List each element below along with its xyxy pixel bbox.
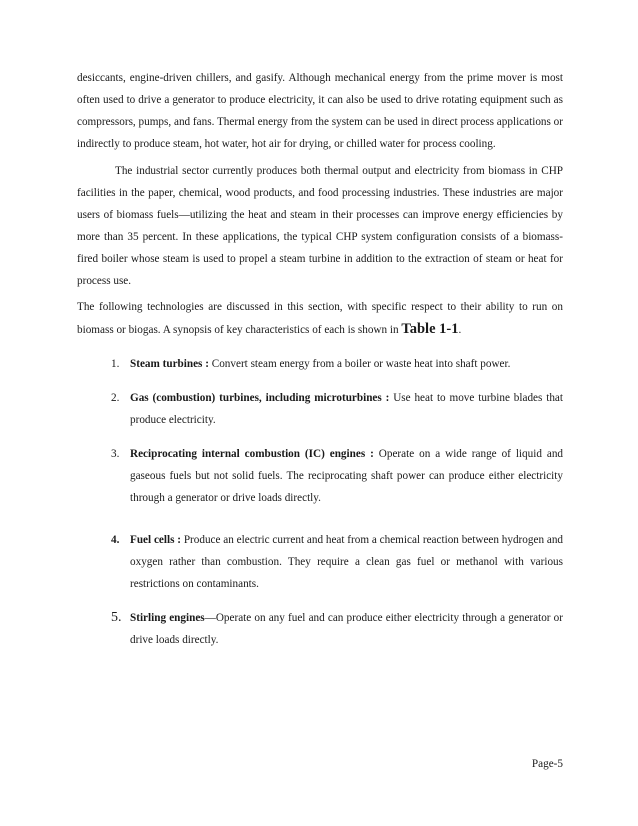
list-number: 2.	[111, 392, 120, 404]
list-number: 5.	[111, 610, 122, 625]
list-number: 3.	[111, 448, 120, 460]
intro-end: .	[458, 324, 462, 336]
technology-description: Produce an electric current and heat from a chemical reaction between hydrogen and oxygen rather than combustion. They require a clean gas fuel or methanol with various restrictions on contaminants.	[130, 534, 564, 590]
technology-description: Operate on a wide range of liquid and gaseous fuels but not solid fuels. The reciprocating shaft power can produce either electricity through a generator or drive loads directly.	[130, 448, 564, 504]
list-number: 4.	[111, 534, 120, 546]
paragraph-industrial-sector: The industrial sector currently produces both thermal output and electricity from biomass in CHP facilities in the paper, chemical, wood products, and food processing industries. These industries are major users of biomass fuels—utilizing the heat and steam in their processes can improve energy efficiencies by more than 35 percent. In these applications, the typical CHP system configuration consists of a biomass-fired boiler whose steam is used to propel a steam turbine in addition to the extraction of steam or heat for process use.	[77, 165, 563, 287]
intro-text: The following technologies are discussed in this section, with specific respect to their ability to run on biomass or biogas. A synopsis of key characteristics of each is shown in	[77, 301, 563, 336]
page-body	[77, 67, 563, 663]
technology-description: Convert steam energy from a boiler or waste heat into shaft power.	[208, 358, 511, 370]
list-number: 1.	[111, 358, 120, 370]
technology-term: Gas (combustion) turbines, including microturbines :	[130, 392, 390, 404]
list-item	[77, 443, 563, 509]
list-item	[77, 607, 563, 651]
list-item	[77, 353, 563, 375]
table-reference: Table 1-1	[401, 321, 459, 337]
paragraph-chp-applications: desiccants, engine-driven chillers, and gasify. Although mechanical energy from the prime mover is most often used to drive a generator to produce electricity, it can also be used to drive rotating equipment such as compressors, pumps, and fans. Thermal energy from the system can be used in direct process applications or indirectly to produce steam, hot water, hot air for drying, or chilled water for process cooling.	[77, 72, 563, 150]
technology-term: Fuel cells :	[130, 534, 181, 546]
technology-list	[77, 353, 563, 651]
technology-term: Reciprocating internal combustion (IC) engines :	[130, 448, 374, 460]
paragraph-technologies-intro	[77, 296, 563, 341]
technology-description: Use heat to move turbine blades that produce electricity.	[130, 392, 563, 426]
technology-term: Steam turbines :	[130, 358, 209, 370]
list-item	[77, 387, 563, 431]
technology-term: Stirling engines	[130, 612, 205, 624]
page-number: Page-5	[531, 758, 563, 770]
technology-description: —Operate on any fuel and can produce either electricity through a generator or drive loads directly.	[130, 612, 563, 646]
list-item	[77, 529, 563, 595]
